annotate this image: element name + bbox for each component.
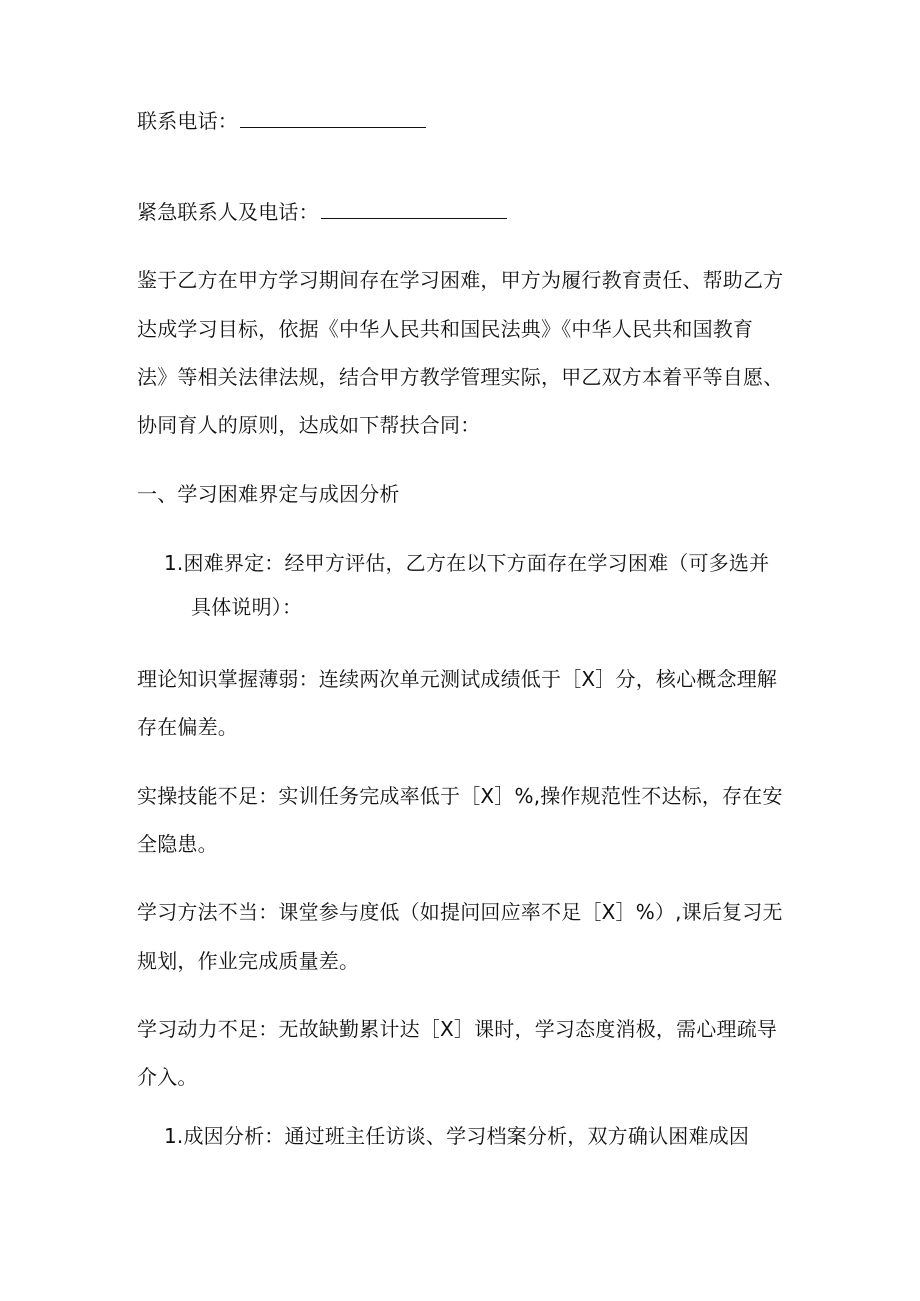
difficulty-practical: 实操技能不足：实训任务完成率低于［X］%,操作规范性不达标，存在安	[137, 784, 783, 808]
intro-line: 鉴于乙方在甲方学习期间存在学习困难，甲方为履行教育责任、帮助乙方	[137, 268, 784, 292]
phone-blank[interactable]	[240, 107, 426, 128]
difficulty-practical-cont: 全隐患。	[137, 832, 218, 856]
clause-difficulty-definition-cont: 具体说明）：	[191, 595, 303, 619]
emergency-contact-field	[137, 197, 507, 227]
emergency-contact-label: 紧急联系人及电话：	[137, 200, 319, 224]
intro-line: 达成学习目标，依据《中华人民共和国民法典》《中华人民共和国教育	[137, 317, 754, 341]
intro-line: 协同育人的原则，达成如下帮扶合同：	[137, 413, 481, 437]
difficulty-theory: 理论知识掌握薄弱：连续两次单元测试成绩低于［X］分，核心概念理解	[137, 667, 778, 691]
intro-line: 法》等相关法律法规，结合甲方教学管理实际，甲乙双方本着平等自愿、	[137, 365, 784, 389]
clause-cause-analysis: 1.成因分析：通过班主任访谈、学习档案分析，双方确认困难成因	[164, 1124, 750, 1148]
difficulty-motivation-cont: 介入。	[137, 1065, 198, 1089]
phone-field	[137, 106, 426, 136]
difficulty-theory-cont: 存在偏差。	[137, 715, 238, 739]
section-heading: 一、学习困难界定与成因分析	[137, 482, 400, 506]
phone-label: 联系电话：	[137, 109, 238, 133]
difficulty-method: 学习方法不当：课堂参与度低（如提问回应率不足［X］%）,课后复习无	[137, 900, 783, 924]
difficulty-method-cont: 规划，作业完成质量差。	[137, 949, 360, 973]
emergency-contact-blank[interactable]	[321, 198, 507, 219]
clause-difficulty-definition: 1.困难界定：经甲方评估，乙方在以下方面存在学习困难（可多选并	[164, 551, 770, 575]
difficulty-motivation: 学习动力不足：无故缺勤累计达［X］课时，学习态度消极，需心理疏导	[137, 1017, 778, 1041]
